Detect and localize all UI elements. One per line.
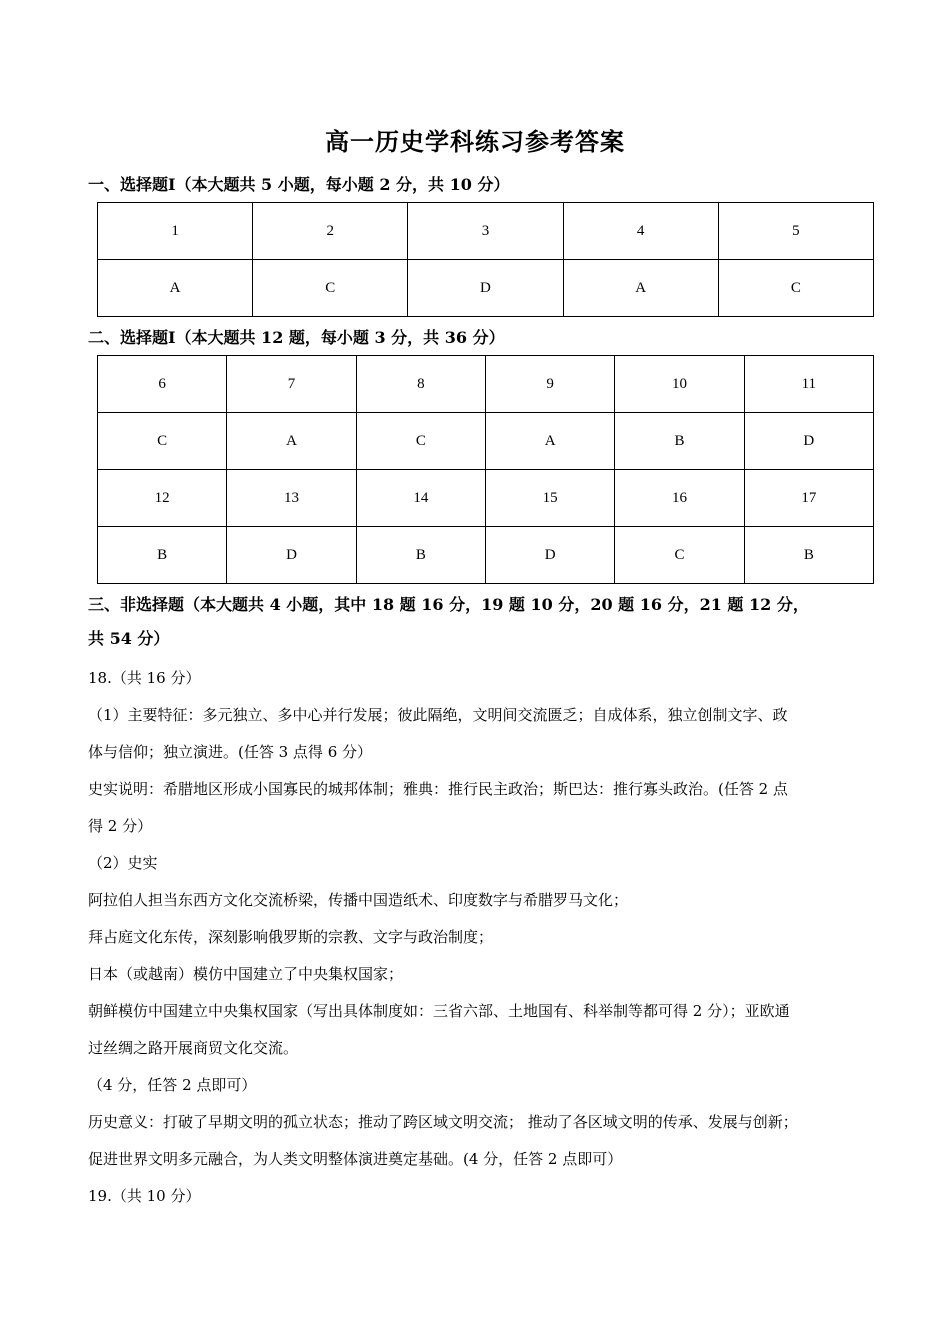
- section-3-heading-line: 三、非选择题（本大题共 4 小题，其中 18 题 16 分，19 题 10 分，20 题 16 分，21 题 12 分，: [88, 595, 809, 614]
- section-3-heading: [88, 588, 809, 656]
- question-number-cell: 10: [615, 356, 744, 413]
- answer-cell: B: [744, 527, 873, 584]
- answer-cell: A: [227, 413, 356, 470]
- question-number-cell: 13: [227, 470, 356, 527]
- answer-cell: A: [563, 260, 718, 317]
- question-19-header: 19.（共 10 分）: [88, 1187, 201, 1205]
- answer-line: 阿拉伯人担当东西方文化交流桥梁，传播中国造纸术、印度数字与希腊罗马文化；: [88, 891, 629, 909]
- answer-cell: C: [718, 260, 873, 317]
- answer-cell: D: [485, 527, 614, 584]
- section-3-answer-text: [88, 660, 868, 1215]
- answer-line: 日本（或越南）模仿中国建立了中央集权国家；: [88, 965, 404, 983]
- question-number-cell: 16: [615, 470, 744, 527]
- answer-cell: A: [98, 260, 253, 317]
- page-title: 高一历史学科练习参考答案: [325, 127, 625, 156]
- section-2-answer-table: [97, 355, 874, 584]
- answer-line: 朝鲜模仿中国建立中央集权国家（写出具体制度如：三省六部、土地国有、科举制等都可得 2 分）；亚欧通: [88, 1002, 790, 1020]
- question-18-header: 18.（共 16 分）: [88, 669, 201, 687]
- answer-line: 拜占庭文化东传，深刻影响俄罗斯的宗教、文字与政治制度；: [88, 928, 494, 946]
- answer-cell: B: [615, 413, 744, 470]
- answer-cell: D: [408, 260, 563, 317]
- answer-line: 得 2 分）: [88, 817, 153, 835]
- question-number-cell: 12: [98, 470, 227, 527]
- table-row: [98, 527, 874, 584]
- answer-line: （2）史实: [88, 854, 158, 872]
- section-2-heading: 二、选择题I（本大题共 12 题，每小题 3 分，共 36 分）: [88, 328, 505, 347]
- answer-line: （1）主要特征：多元独立、多中心并行发展；彼此隔绝，文明间交流匮乏；自成体系，独立创制文字、政: [88, 706, 788, 724]
- answer-cell: C: [615, 527, 744, 584]
- question-number-cell: 14: [356, 470, 485, 527]
- table-row: [98, 260, 874, 317]
- answer-line: 历史意义：打破了早期文明的孤立状态；推动了跨区域文明交流； 推动了各区域文明的传承、发展与创新；: [88, 1113, 798, 1131]
- table-row: [98, 470, 874, 527]
- table-row: [98, 413, 874, 470]
- question-number-cell: 2: [253, 203, 408, 260]
- question-number-cell: 17: [744, 470, 873, 527]
- section-1-answer-table: [97, 202, 874, 317]
- question-number-cell: 11: [744, 356, 873, 413]
- answer-cell: B: [356, 527, 485, 584]
- answer-cell: D: [744, 413, 873, 470]
- question-number-cell: 4: [563, 203, 718, 260]
- answer-cell: B: [98, 527, 227, 584]
- answer-cell: D: [227, 527, 356, 584]
- answer-cell: A: [485, 413, 614, 470]
- answer-cell: C: [98, 413, 227, 470]
- question-number-cell: 3: [408, 203, 563, 260]
- answer-line: 史实说明：希腊地区形成小国寡民的城邦体制；雅典：推行民主政治；斯巴达：推行寡头政治。(任答 2 点: [88, 780, 788, 798]
- section-1-heading: 一、选择题I（本大题共 5 小题，每小题 2 分，共 10 分）: [88, 175, 510, 194]
- question-number-cell: 7: [227, 356, 356, 413]
- answer-line: 过丝绸之路开展商贸文化交流。: [88, 1039, 299, 1057]
- answer-cell: C: [253, 260, 408, 317]
- question-number-cell: 8: [356, 356, 485, 413]
- answer-line: （4 分，任答 2 点即可）: [88, 1076, 257, 1094]
- answer-line: 体与信仰；独立演进。(任答 3 点得 6 分）: [88, 743, 373, 761]
- question-number-cell: 15: [485, 470, 614, 527]
- answer-line: 促进世界文明多元融合，为人类文明整体演进奠定基础。(4 分，任答 2 点即可）: [88, 1150, 623, 1168]
- question-number-cell: 1: [98, 203, 253, 260]
- answer-cell: C: [356, 413, 485, 470]
- section-3-heading-line: 共 54 分）: [88, 629, 170, 648]
- table-row: [98, 203, 874, 260]
- question-number-cell: 9: [485, 356, 614, 413]
- question-number-cell: 6: [98, 356, 227, 413]
- question-number-cell: 5: [718, 203, 873, 260]
- table-row: [98, 356, 874, 413]
